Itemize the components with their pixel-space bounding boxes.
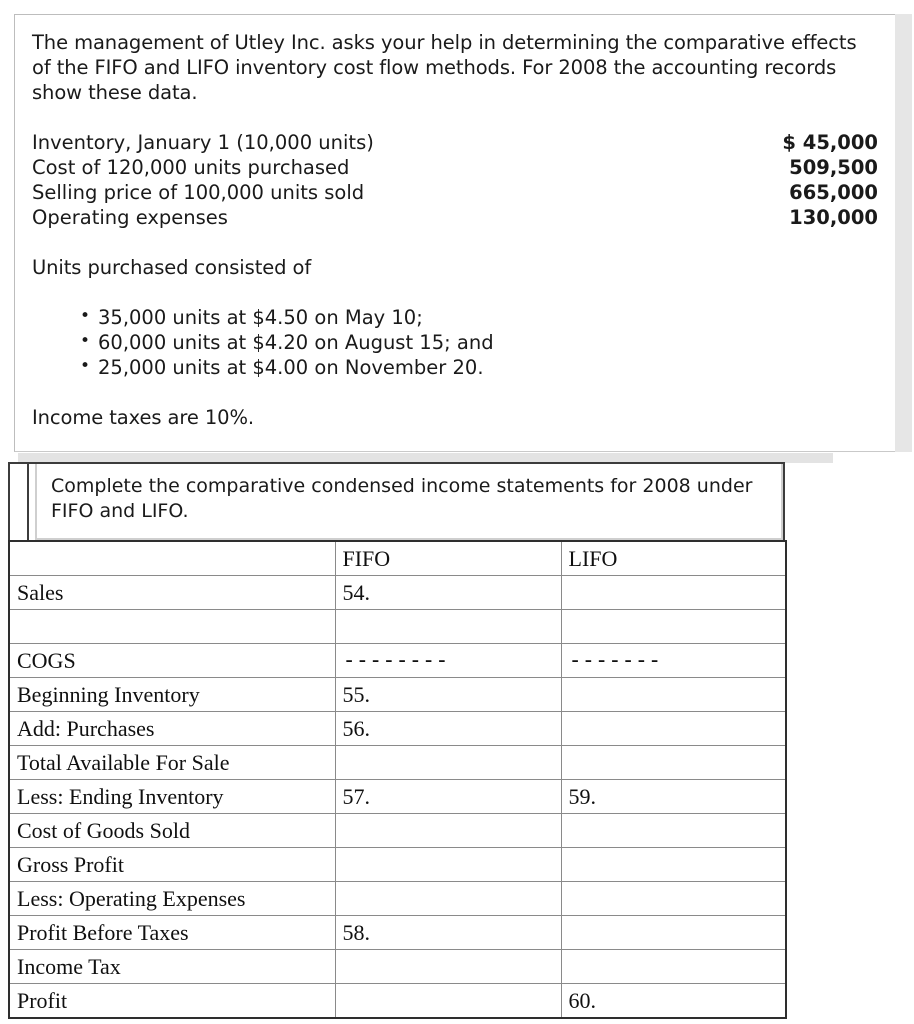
fifo-value-cell[interactable]: 57. xyxy=(335,780,561,814)
table-row xyxy=(9,814,786,848)
lifo-value-cell[interactable]: ------- xyxy=(561,644,786,678)
table-row xyxy=(9,950,786,984)
list-item: • 35,000 units at $4.50 on May 10; xyxy=(32,305,878,330)
data-row-amount: 509,500 xyxy=(789,156,878,179)
table-row xyxy=(9,576,786,610)
purchases-lead-text: Units purchased consisted of xyxy=(32,256,312,279)
table-header-row xyxy=(9,541,786,576)
fifo-value-cell[interactable] xyxy=(335,814,561,848)
data-row-label: Cost of 120,000 units purchased xyxy=(32,156,350,179)
table-row xyxy=(9,848,786,882)
problem-statement-panel xyxy=(14,14,896,452)
table-row xyxy=(9,610,786,644)
row-label-cell xyxy=(9,610,335,644)
data-row xyxy=(32,205,878,230)
lifo-value-cell[interactable] xyxy=(561,950,786,984)
lifo-value-cell[interactable] xyxy=(561,712,786,746)
fifo-value-cell[interactable]: -------- xyxy=(335,644,561,678)
row-label-cell: Profit Before Taxes xyxy=(9,916,335,950)
lifo-value-cell[interactable] xyxy=(561,916,786,950)
row-label-cell: Sales xyxy=(9,576,335,610)
row-label-cell: Cost of Goods Sold xyxy=(9,814,335,848)
fifo-value-cell[interactable]: 54. xyxy=(335,576,561,610)
purchase-lots-list xyxy=(32,305,878,380)
table-row xyxy=(9,712,786,746)
row-label-cell: Less: Operating Expenses xyxy=(9,882,335,916)
instruction-box xyxy=(35,464,783,540)
list-item: • 25,000 units at $4.00 on November 20. xyxy=(32,355,878,380)
table-body xyxy=(9,576,786,1019)
spacer xyxy=(32,105,878,130)
row-label-cell: Profit xyxy=(9,984,335,1019)
table-row xyxy=(9,678,786,712)
data-row-label: Inventory, January 1 (10,000 units) xyxy=(32,131,374,154)
row-label-cell: Gross Profit xyxy=(9,848,335,882)
data-row-amount: 130,000 xyxy=(789,206,878,229)
lifo-value-cell[interactable] xyxy=(561,882,786,916)
fifo-value-cell[interactable] xyxy=(335,848,561,882)
spacer xyxy=(32,380,878,405)
worksheet-header xyxy=(8,462,785,540)
fifo-value-cell[interactable]: 55. xyxy=(335,678,561,712)
data-row-label: Selling price of 100,000 units sold xyxy=(32,181,365,204)
table-row xyxy=(9,644,786,678)
column-header-blank xyxy=(9,541,335,576)
list-item: • 60,000 units at $4.20 on August 15; and xyxy=(32,330,878,355)
problem-intro-text: The management of Utley Inc. asks your help in determining the comparative effects of the FIFO and LIFO inventory cost flow methods. For 2008 the accounting records show these data. xyxy=(32,31,857,104)
instruction-text: Complete the comparative condensed income statements for 2008 under FIFO and LIFO. xyxy=(51,475,753,522)
worksheet-panel xyxy=(8,462,785,1019)
fifo-value-cell[interactable] xyxy=(335,984,561,1019)
row-label-cell: Less: Ending Inventory xyxy=(9,780,335,814)
fifo-value-cell[interactable] xyxy=(335,950,561,984)
comparative-income-statement-table xyxy=(8,540,787,1019)
lifo-value-cell[interactable] xyxy=(561,678,786,712)
lifo-value-cell[interactable]: 60. xyxy=(561,984,786,1019)
data-row-amount: $ 45,000 xyxy=(782,131,878,154)
accounting-data-list xyxy=(32,130,878,230)
lifo-value-cell[interactable] xyxy=(561,746,786,780)
table-row xyxy=(9,916,786,950)
row-label-cell: Beginning Inventory xyxy=(9,678,335,712)
data-row xyxy=(32,130,878,155)
problem-statement-content xyxy=(16,16,894,450)
lifo-value-cell[interactable] xyxy=(561,610,786,644)
data-row-amount: 665,000 xyxy=(789,181,878,204)
column-header-lifo: LIFO xyxy=(561,541,786,576)
spacer xyxy=(32,230,878,255)
table-row xyxy=(9,882,786,916)
lifo-value-cell[interactable]: 59. xyxy=(561,780,786,814)
fifo-value-cell[interactable] xyxy=(335,746,561,780)
data-row xyxy=(32,180,878,205)
row-label-cell: Add: Purchases xyxy=(9,712,335,746)
table-row xyxy=(9,780,786,814)
table-row xyxy=(9,984,786,1019)
row-label-cell: Income Tax xyxy=(9,950,335,984)
spacer xyxy=(32,280,878,305)
problem-panel-scrollbar[interactable] xyxy=(895,14,912,452)
fifo-value-cell[interactable] xyxy=(335,882,561,916)
fifo-value-cell[interactable]: 56. xyxy=(335,712,561,746)
column-header-fifo: FIFO xyxy=(335,541,561,576)
header-blank-cell xyxy=(10,464,29,540)
lifo-value-cell[interactable] xyxy=(561,576,786,610)
lifo-value-cell[interactable] xyxy=(561,814,786,848)
income-tax-note: Income taxes are 10%. xyxy=(32,406,255,429)
data-row xyxy=(32,155,878,180)
fifo-value-cell[interactable]: 58. xyxy=(335,916,561,950)
fifo-value-cell[interactable] xyxy=(335,610,561,644)
row-label-cell: Total Available For Sale xyxy=(9,746,335,780)
data-row-label: Operating expenses xyxy=(32,206,228,229)
table-row xyxy=(9,746,786,780)
lifo-value-cell[interactable] xyxy=(561,848,786,882)
row-label-cell: COGS xyxy=(9,644,335,678)
